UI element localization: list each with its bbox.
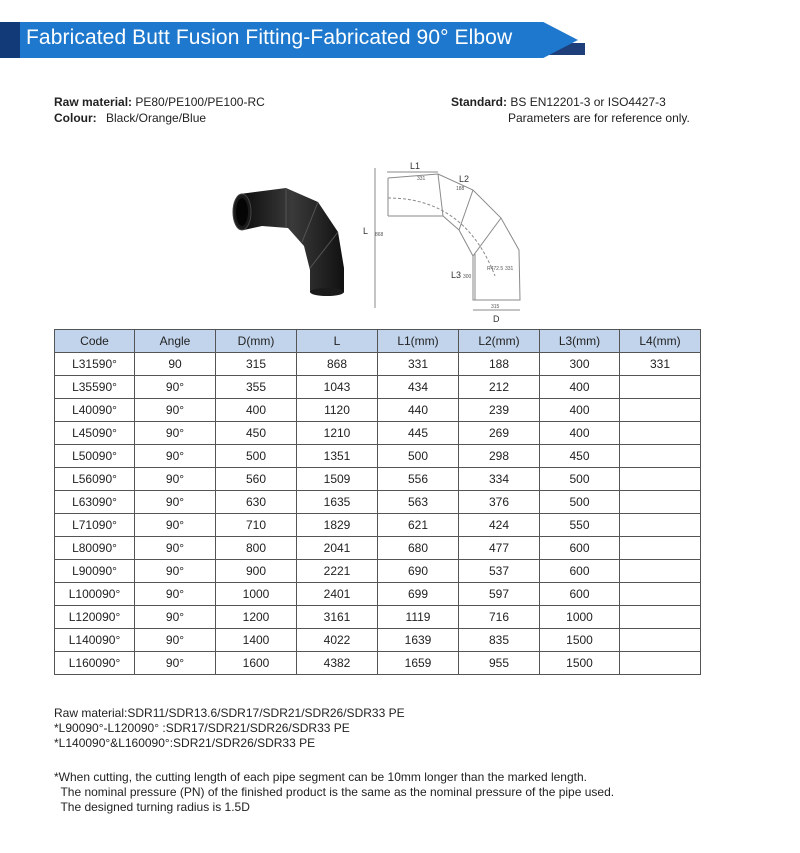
table-cell: 90° [135, 606, 216, 629]
table-cell: 445 [378, 422, 459, 445]
l3-dim-value: 300 [463, 274, 472, 280]
table-cell: 90° [135, 629, 216, 652]
table-cell: 600 [540, 560, 620, 583]
table-cell: 450 [540, 445, 620, 468]
table-cell: 424 [459, 514, 540, 537]
table-cell: 376 [459, 491, 540, 514]
table-header [55, 330, 701, 353]
table-row [55, 445, 701, 468]
table-cell: 1509 [297, 468, 378, 491]
table-cell: 1000 [540, 606, 620, 629]
radius-dim-value: R472.5 [487, 266, 504, 272]
table-cell: 400 [216, 399, 297, 422]
table-cell: 500 [540, 491, 620, 514]
table-row [55, 399, 701, 422]
table-cell: 900 [216, 560, 297, 583]
column-header: Angle [135, 330, 216, 353]
table-cell: 4022 [297, 629, 378, 652]
standard-line [451, 94, 666, 110]
reference-note: Parameters are for reference only. [508, 111, 690, 125]
l-dim-value: 868 [375, 232, 384, 238]
table-cell: 90° [135, 652, 216, 675]
table-cell: L50090° [55, 445, 135, 468]
table-cell: 563 [378, 491, 459, 514]
raw-material-value: PE80/PE100/PE100-RC [135, 95, 265, 109]
colour-label: Colour: [54, 111, 97, 125]
l1-dim-label: L1 [410, 161, 421, 171]
table-cell: 1043 [297, 376, 378, 399]
l2-dim-value: 188 [456, 186, 465, 192]
table-cell: 400 [540, 376, 620, 399]
table-cell: L63090° [55, 491, 135, 514]
table-cell [620, 583, 701, 606]
table-cell [620, 652, 701, 675]
banner-dark-edge [0, 22, 20, 58]
d-dim-label: D [493, 314, 500, 324]
table-cell: 1200 [216, 606, 297, 629]
table-cell: 90° [135, 514, 216, 537]
table-cell [620, 514, 701, 537]
table-cell: 537 [459, 560, 540, 583]
cutting-notes [54, 770, 614, 815]
table-cell: 355 [216, 376, 297, 399]
table-cell: 1500 [540, 652, 620, 675]
table-cell: 90° [135, 376, 216, 399]
table-cell: 600 [540, 583, 620, 606]
table-cell: L40090° [55, 399, 135, 422]
colour-value: Black/Orange/Blue [106, 111, 207, 125]
column-header: L4(mm) [620, 330, 701, 353]
l1-dim-value: 331 [417, 176, 426, 182]
table-cell: 716 [459, 606, 540, 629]
table-cell: 400 [540, 422, 620, 445]
table-cell [620, 422, 701, 445]
table-cell: 556 [378, 468, 459, 491]
table-cell: 3161 [297, 606, 378, 629]
material-notes [54, 706, 405, 751]
table-cell: 680 [378, 537, 459, 560]
table-cell: 2041 [297, 537, 378, 560]
table-cell: 239 [459, 399, 540, 422]
table-cell: 1210 [297, 422, 378, 445]
elbow-dimension-drawing [355, 158, 550, 328]
table-cell: 1119 [378, 606, 459, 629]
table-cell: 298 [459, 445, 540, 468]
table-cell: 835 [459, 629, 540, 652]
note-line: The nominal pressure (PN) of the finished product is the same as the nominal pressure of the pipe used. [54, 785, 615, 799]
table-cell: L31590° [55, 353, 135, 376]
column-header: L3(mm) [540, 330, 620, 353]
table-row [55, 353, 701, 376]
table-cell: 90° [135, 491, 216, 514]
table-cell: 1500 [540, 629, 620, 652]
l-dim-label: L [363, 226, 369, 236]
table-cell [620, 376, 701, 399]
page-title: Fabricated Butt Fusion Fitting-Fabricated 90° Elbow [26, 26, 513, 49]
table-row [55, 583, 701, 606]
table-cell: 331 [378, 353, 459, 376]
table-cell: 1639 [378, 629, 459, 652]
table-cell: 1600 [216, 652, 297, 675]
column-header: L1(mm) [378, 330, 459, 353]
table-cell: 500 [540, 468, 620, 491]
table-cell: 1000 [216, 583, 297, 606]
table-cell: L140090° [55, 629, 135, 652]
table-row [55, 491, 701, 514]
table-row [55, 468, 701, 491]
table-row [55, 560, 701, 583]
table-cell: 710 [216, 514, 297, 537]
table-cell: 450 [216, 422, 297, 445]
column-header: L2(mm) [459, 330, 540, 353]
column-header: Code [55, 330, 135, 353]
table-cell: L35590° [55, 376, 135, 399]
elbow-product-image [226, 180, 356, 302]
table-cell: 955 [459, 652, 540, 675]
table-cell [620, 606, 701, 629]
table-cell: 212 [459, 376, 540, 399]
table-cell: 4382 [297, 652, 378, 675]
table-cell: 90° [135, 583, 216, 606]
table-cell: 868 [297, 353, 378, 376]
table-cell: 90° [135, 537, 216, 560]
note-line: *When cutting, the cutting length of each pipe segment can be 10mm longer than the marked length. [54, 770, 587, 784]
table-cell: 597 [459, 583, 540, 606]
raw-material-label: Raw material: [54, 95, 133, 109]
table-cell: L160090° [55, 652, 135, 675]
table-cell: L45090° [55, 422, 135, 445]
table-row [55, 652, 701, 675]
colour-line [54, 110, 206, 126]
table-cell: 300 [540, 353, 620, 376]
table-cell: 2401 [297, 583, 378, 606]
table-cell: 1635 [297, 491, 378, 514]
column-header: L [297, 330, 378, 353]
table-row [55, 606, 701, 629]
table-cell: 477 [459, 537, 540, 560]
table-row [55, 422, 701, 445]
table-cell: 400 [540, 399, 620, 422]
table-cell: 500 [216, 445, 297, 468]
elbow-dimensions-table [54, 329, 701, 675]
table-cell: 1400 [216, 629, 297, 652]
table-cell: 90 [135, 353, 216, 376]
table-row [55, 629, 701, 652]
table-cell [620, 491, 701, 514]
table-cell: 600 [540, 537, 620, 560]
table-cell: 800 [216, 537, 297, 560]
table-row [55, 376, 701, 399]
table-cell: 334 [459, 468, 540, 491]
table-cell: 315 [216, 353, 297, 376]
table-cell: 630 [216, 491, 297, 514]
table-cell: 434 [378, 376, 459, 399]
note-line: *L90090°-L120090° :SDR17/SDR21/SDR26/SDR33 PE [54, 721, 350, 735]
table-cell: 331 [620, 353, 701, 376]
table-cell: L120090° [55, 606, 135, 629]
table-cell: 1829 [297, 514, 378, 537]
standard-value: BS EN12201-3 or ISO4427-3 [510, 95, 666, 109]
vertical-dim-value: 331 [505, 266, 514, 272]
table-cell: 621 [378, 514, 459, 537]
table-cell: L80090° [55, 537, 135, 560]
table-row [55, 514, 701, 537]
table-cell: L71090° [55, 514, 135, 537]
table-cell: 2221 [297, 560, 378, 583]
standard-label: Standard: [451, 95, 508, 109]
d-dim-value: 315 [491, 304, 500, 310]
table-cell: L90090° [55, 560, 135, 583]
note-line: The designed turning radius is 1.5D [54, 800, 250, 814]
table-cell: 90° [135, 422, 216, 445]
note-line: Raw material:SDR11/SDR13.6/SDR17/SDR21/SDR26/SDR33 PE [54, 706, 405, 720]
table-cell: 90° [135, 468, 216, 491]
table-cell [620, 445, 701, 468]
table-cell: L56090° [55, 468, 135, 491]
table-cell: 500 [378, 445, 459, 468]
table-cell [620, 399, 701, 422]
table-cell: 690 [378, 560, 459, 583]
table-cell: 90° [135, 560, 216, 583]
table-cell: 699 [378, 583, 459, 606]
table-cell: 269 [459, 422, 540, 445]
table-cell: 1120 [297, 399, 378, 422]
table-cell: 90° [135, 445, 216, 468]
note-line: *L140090°&L160090°:SDR21/SDR26/SDR33 PE [54, 736, 316, 750]
table-cell: 440 [378, 399, 459, 422]
table-cell: 188 [459, 353, 540, 376]
table-cell: 1659 [378, 652, 459, 675]
l2-dim-label: L2 [459, 174, 470, 184]
table-cell [620, 560, 701, 583]
table-cell: 90° [135, 399, 216, 422]
table-body [55, 353, 701, 675]
table-cell: L100090° [55, 583, 135, 606]
table-cell [620, 537, 701, 560]
table-cell [620, 468, 701, 491]
table-cell: 560 [216, 468, 297, 491]
table-cell [620, 629, 701, 652]
table-cell: 550 [540, 514, 620, 537]
table-cell: 1351 [297, 445, 378, 468]
table-row [55, 537, 701, 560]
column-header: D(mm) [216, 330, 297, 353]
l3-dim-label: L3 [451, 270, 462, 280]
raw-material-line [54, 94, 265, 110]
